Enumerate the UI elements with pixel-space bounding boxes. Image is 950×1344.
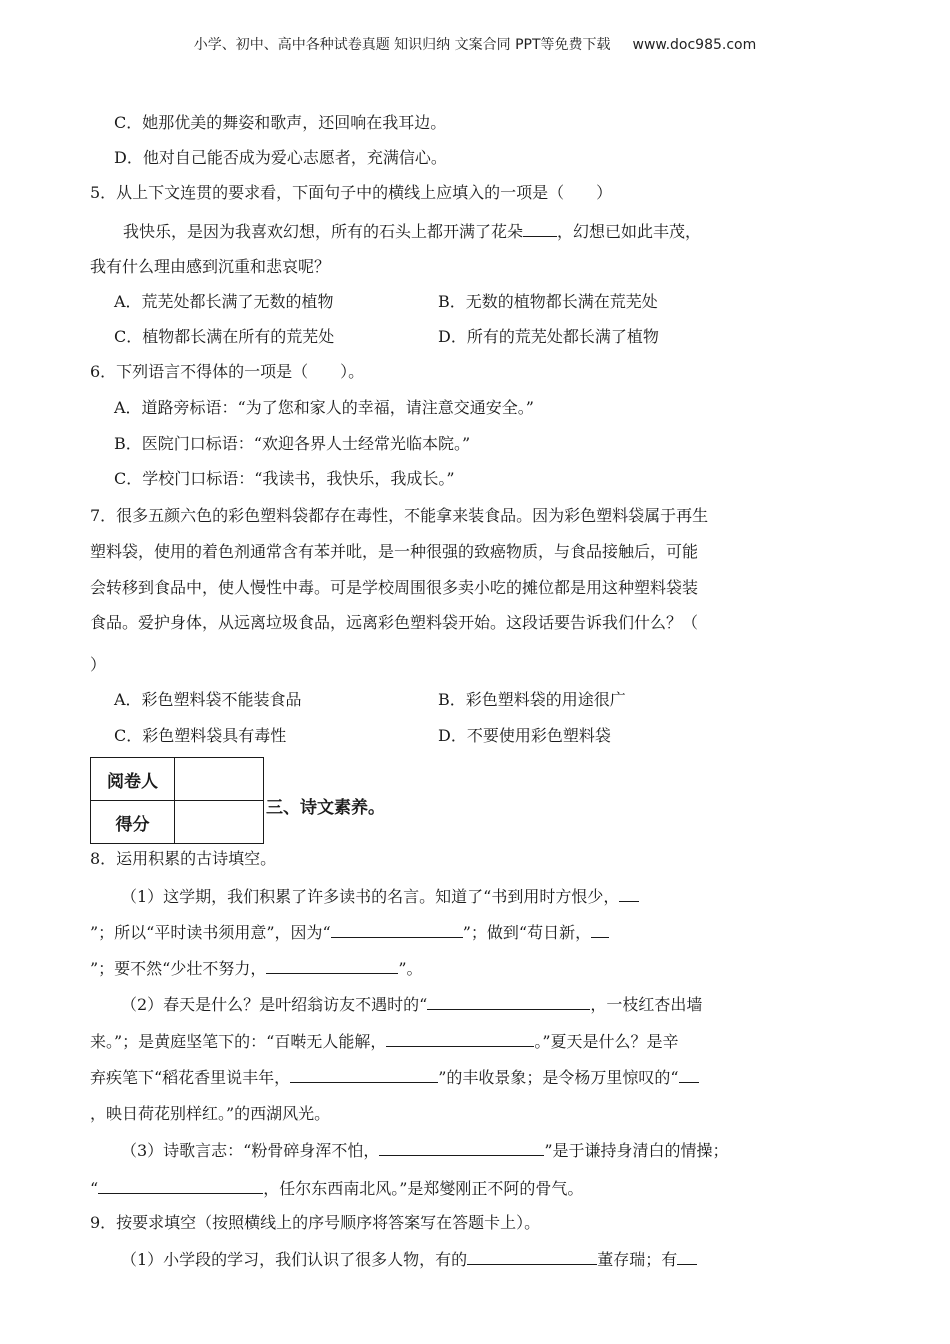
q8-1-text4: ”；要不然“少壮不努力， (90, 959, 267, 978)
q5-option-a: A．荒芜处都长满了无数的植物 (114, 292, 334, 311)
q8-blank-1[interactable] (619, 886, 639, 902)
q4-option-c: C．她那优美的舞姿和歌声，还回响在我耳边。 (114, 113, 447, 132)
q8-2-text6: ”的丰收景象；是令杨万里惊叹的“ (438, 1068, 679, 1087)
q8-1-line1 (121, 886, 639, 907)
q8-3-line2 (90, 1178, 583, 1199)
q7-line1: 7．很多五颜六色的彩色塑料袋都存在毒性，不能拿来装食品。因为彩色塑料袋属于再生 (90, 506, 709, 525)
q7-option-b: B．彩色塑料袋的用途很广 (438, 690, 626, 709)
q7-line5: ） (90, 655, 107, 674)
q8-1-text5: ”。 (398, 959, 423, 978)
q8-3-line1 (121, 1140, 729, 1161)
q8-1-text3: ”；做到“苟日新， (462, 923, 592, 942)
q9-blank-2[interactable] (677, 1249, 697, 1265)
q5-sentence-part1: 我快乐，是因为我喜欢幻想，所有的石头上都开满了花朵 (123, 222, 524, 241)
q8-2-text3: 来。”；是黄庭坚笔下的：“百啭无人能解， (90, 1032, 387, 1051)
score-value-cell[interactable] (175, 801, 264, 844)
q8-3-text1: （3）诗歌言志：“粉骨碎身浑不怕， (121, 1141, 380, 1160)
q8-blank-6[interactable] (386, 1031, 534, 1047)
q8-1-text: （1）这学期，我们积累了许多读书的名言。知道了“书到用时方恨少， (121, 887, 620, 906)
q6-option-a: A．道路旁标语：“为了您和家人的幸福，请注意交通安全。” (114, 398, 534, 417)
section-title: 三、诗文素养。 (266, 798, 385, 818)
reviewer-label: 阅卷人 (91, 758, 175, 801)
q7-line2: 塑料袋，使用的着色剂通常含有苯并吡，是一种很强的致癌物质，与食品接触后，可能 (90, 542, 699, 561)
q8-2-line4: ，映日荷花别样红。”的西湖风光。 (90, 1104, 331, 1123)
q8-blank-3[interactable] (591, 922, 609, 938)
q8-3-text2: ”是于谦持身清白的情操； (544, 1141, 729, 1160)
q8-3-text3: “ (90, 1179, 99, 1198)
q6-option-c: C．学校门口标语：“我读书，我快乐，我成长。” (114, 469, 455, 488)
page-header (0, 34, 950, 54)
q8-blank-10[interactable] (98, 1178, 263, 1194)
q8-2-line2 (90, 1031, 679, 1052)
q6-stem: 6．下列语言不得体的一项是（ ）。 (90, 362, 365, 381)
q5-option-b: B．无数的植物都长满在荒芜处 (438, 292, 658, 311)
q5-sentence-part2: ，幻想已如此丰茂， (557, 222, 702, 241)
score-table (90, 757, 264, 844)
q8-2-text5: 弃疾笔下“稻花香里说丰年， (90, 1068, 291, 1087)
q7-option-c: C．彩色塑料袋具有毒性 (114, 726, 287, 745)
q8-2-text4: 。”夏天是什么？是辛 (534, 1032, 679, 1051)
q8-blank-4[interactable] (266, 958, 398, 974)
q8-2-line3 (90, 1067, 699, 1088)
q5-sentence-line1 (123, 221, 701, 242)
q5-answer-blank (523, 221, 557, 237)
q9-1-line1 (121, 1249, 697, 1270)
q9-1-text2: 董存瑞；有 (597, 1250, 678, 1269)
q4-option-d: D．他对自己能否成为爱心志愿者，充满信心。 (114, 148, 447, 167)
score-label: 得分 (91, 801, 175, 844)
q5-option-d: D．所有的荒芜处都长满了植物 (438, 327, 659, 346)
q8-1-text2: ”；所以“平时读书须用意”，因为“ (90, 923, 331, 942)
q8-blank-9[interactable] (379, 1140, 544, 1156)
q8-blank-5[interactable] (427, 994, 590, 1010)
q9-1-text1: （1）小学段的学习，我们认识了很多人物，有的 (121, 1250, 468, 1269)
q8-blank-2[interactable] (331, 922, 463, 938)
q8-2-line1 (121, 994, 702, 1015)
q5-sentence-line2: 我有什么理由感到沉重和悲哀呢？ (90, 257, 331, 276)
q9-stem: 9．按要求填空（按照横线上的序号顺序将答案写在答题卡上）。 (90, 1213, 541, 1232)
q8-1-line2 (90, 922, 609, 943)
q6-option-b: B．医院门口标语：“欢迎各界人士经常光临本院。” (114, 434, 471, 453)
q5-stem: 5．从上下文连贯的要求看，下面句子中的横线上应填入的一项是（ ） (90, 183, 613, 202)
q9-blank-1[interactable] (467, 1249, 597, 1265)
reviewer-value-cell[interactable] (175, 758, 264, 801)
q8-2-text2: ，一枝红杏出墙 (590, 995, 703, 1014)
q5-option-c: C．植物都长满在所有的荒芜处 (114, 327, 335, 346)
q8-3-text4: ，任尔东西南北风。”是郑燮刚正不阿的骨气。 (263, 1179, 584, 1198)
q8-blank-7[interactable] (290, 1067, 438, 1083)
q8-blank-8[interactable] (679, 1067, 699, 1083)
header-text: 小学、初中、高中各种试卷真题 知识归纳 文案合同 PPT等免费下载 (193, 37, 611, 53)
q7-line3: 会转移到食品中，使人慢性中毒。可是学校周围很多卖小吃的摊位都是用这种塑料袋装 (90, 578, 699, 597)
q7-option-d: D．不要使用彩色塑料袋 (438, 726, 611, 745)
q8-stem: 8．运用积累的古诗填空。 (90, 849, 277, 868)
q7-option-a: A．彩色塑料袋不能装食品 (114, 690, 302, 709)
q8-1-line3 (90, 958, 423, 979)
header-site: www.doc985.com (632, 37, 757, 53)
q8-2-text1: （2）春天是什么？是叶绍翁访友不遇时的“ (121, 995, 428, 1014)
q7-line4: 食品。爱护身体，从远离垃圾食品，远离彩色塑料袋开始。这段话要告诉我们什么？（ (90, 613, 699, 632)
